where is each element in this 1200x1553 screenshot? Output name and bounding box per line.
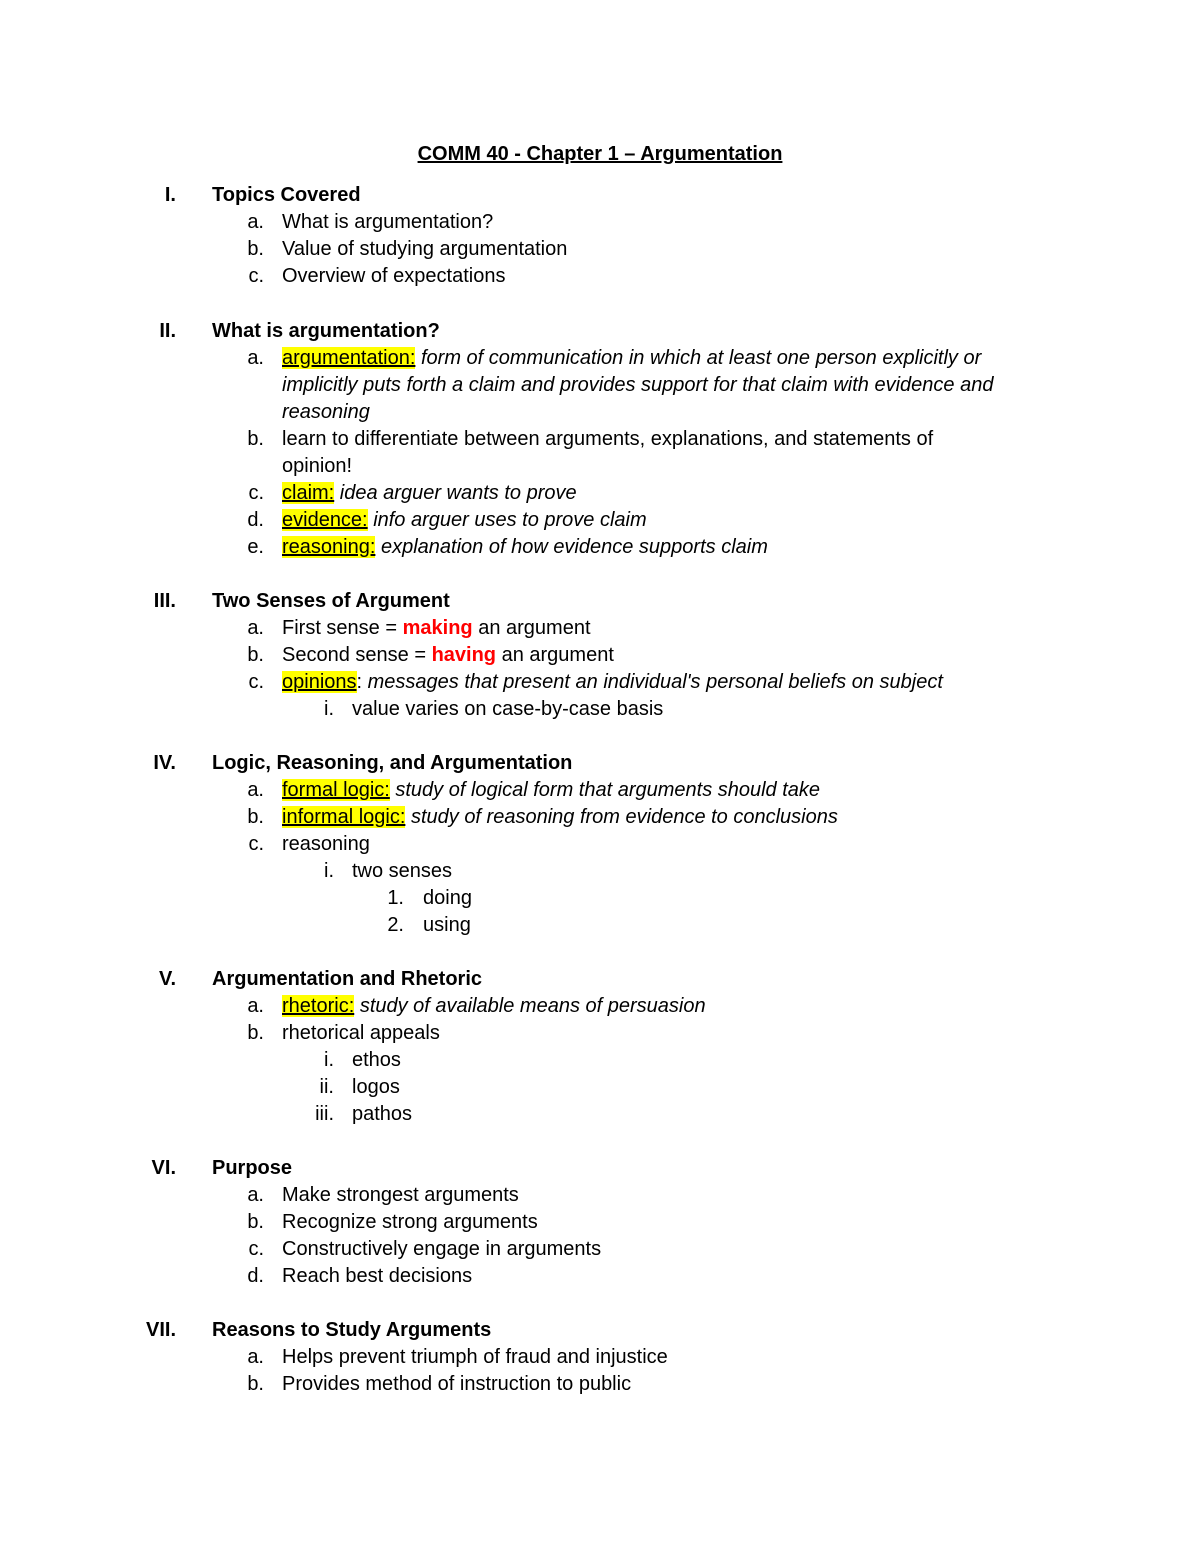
list-item: logos xyxy=(352,1076,400,1098)
highlighted-term: reasoning: xyxy=(282,536,376,558)
list-item xyxy=(282,642,614,669)
document-title: COMM 40 - Chapter 1 – Argumentation xyxy=(417,143,783,165)
item-label: ii. xyxy=(319,1076,334,1098)
section-number: VII. xyxy=(145,1319,176,1341)
list-item: Provides method of instruction to public xyxy=(282,1373,632,1395)
list-item: doing xyxy=(423,887,472,909)
definition: study of logical form that arguments should take xyxy=(395,779,821,801)
item-label: c. xyxy=(248,265,264,287)
item-label: a. xyxy=(247,1184,264,1206)
item-label: i. xyxy=(324,1049,334,1071)
list-item xyxy=(282,480,577,507)
section-heading: Topics Covered xyxy=(212,184,361,206)
item-text: an argument xyxy=(501,644,614,666)
list-item: two senses xyxy=(352,860,453,882)
item-label: i. xyxy=(324,860,334,882)
highlighted-term: formal logic: xyxy=(282,779,390,801)
item-text: Second sense = xyxy=(282,644,426,666)
list-item: value varies on case-by-case basis xyxy=(352,698,664,720)
item-label: b. xyxy=(247,428,264,450)
item-label: 1. xyxy=(387,887,404,909)
item-label: c. xyxy=(248,671,264,693)
item-label: b. xyxy=(247,644,264,666)
item-label: a. xyxy=(247,211,264,233)
item-label: b. xyxy=(247,1373,264,1395)
item-label: e. xyxy=(247,536,264,558)
highlighted-term: opinions xyxy=(282,671,357,693)
definition: info arguer uses to prove claim xyxy=(373,509,647,531)
section-heading: What is argumentation? xyxy=(212,320,440,342)
definition: messages that present an individual's personal beliefs on subject xyxy=(367,671,943,693)
list-item: Value of studying argumentation xyxy=(282,238,568,260)
definition: study of available means of persuasion xyxy=(359,995,706,1017)
highlighted-term: rhetoric: xyxy=(282,995,355,1017)
item-label: d. xyxy=(247,1265,264,1287)
list-item xyxy=(282,669,943,696)
item-label: c. xyxy=(248,482,264,504)
item-label: c. xyxy=(248,1238,264,1260)
section-number: VI. xyxy=(151,1157,176,1179)
list-item: Make strongest arguments xyxy=(282,1184,519,1206)
item-text: an argument xyxy=(478,617,591,639)
list-item xyxy=(282,804,838,831)
definition: idea arguer wants to prove xyxy=(339,482,577,504)
item-label: a. xyxy=(247,617,264,639)
item-label: a. xyxy=(247,1346,264,1368)
item-label: c. xyxy=(248,833,264,855)
item-label: b. xyxy=(247,1211,264,1233)
emphasis-word: having xyxy=(431,644,497,666)
list-item: reasoning xyxy=(282,833,370,855)
list-item: Constructively engage in arguments xyxy=(282,1238,602,1260)
list-item: Helps prevent triumph of fraud and injustice xyxy=(282,1346,668,1368)
highlighted-term: claim: xyxy=(282,482,335,504)
list-item xyxy=(282,993,706,1020)
section-number: V. xyxy=(158,968,176,990)
section-heading: Purpose xyxy=(212,1157,293,1179)
list-item: pathos xyxy=(352,1103,413,1125)
section-number: IV. xyxy=(153,752,176,774)
item-label: a. xyxy=(247,995,264,1017)
definition: form of communication in which at least one person explicitly or xyxy=(420,347,982,369)
list-item: Reach best decisions xyxy=(282,1265,473,1287)
item-label: 2. xyxy=(387,914,404,936)
highlighted-term: argumentation: xyxy=(282,347,416,369)
item-label: d. xyxy=(247,509,264,531)
definition-continued: implicitly puts forth a claim and provides support for that claim with evidence and xyxy=(282,374,994,396)
list-item: ethos xyxy=(352,1049,401,1071)
definition-continued: reasoning xyxy=(282,401,370,423)
item-label: a. xyxy=(247,779,264,801)
definition: study of reasoning from evidence to conclusions xyxy=(410,806,838,828)
list-item xyxy=(282,507,647,534)
highlighted-term: evidence: xyxy=(282,509,368,531)
emphasis-word: making xyxy=(402,617,473,639)
list-item xyxy=(282,534,768,561)
list-item: rhetorical appeals xyxy=(282,1022,440,1044)
section-number: III. xyxy=(153,590,176,612)
definition: explanation of how evidence supports claim xyxy=(380,536,768,558)
list-item-continued: opinion! xyxy=(282,455,353,477)
item-text: First sense = xyxy=(282,617,398,639)
section-heading: Argumentation and Rhetoric xyxy=(212,968,483,990)
list-item: Recognize strong arguments xyxy=(282,1211,538,1233)
list-item xyxy=(282,345,981,372)
section-number: II. xyxy=(159,320,176,342)
list-item xyxy=(282,777,820,804)
section-heading: Reasons to Study Arguments xyxy=(212,1319,492,1341)
highlighted-term: informal logic: xyxy=(282,806,406,828)
list-item: using xyxy=(423,914,471,936)
list-item xyxy=(282,615,591,642)
item-label: b. xyxy=(247,1022,264,1044)
term-colon: : xyxy=(356,671,363,693)
item-label: iii. xyxy=(315,1103,334,1125)
item-label: b. xyxy=(247,238,264,260)
list-item: learn to differentiate between arguments, explanations, and statements of xyxy=(282,428,934,450)
item-label: b. xyxy=(247,806,264,828)
list-item: What is argumentation? xyxy=(282,211,494,233)
item-label: a. xyxy=(247,347,264,369)
item-label: i. xyxy=(324,698,334,720)
list-item: Overview of expectations xyxy=(282,265,506,287)
section-heading: Logic, Reasoning, and Argumentation xyxy=(212,752,573,774)
section-heading: Two Senses of Argument xyxy=(212,590,450,612)
section-number: I. xyxy=(164,184,176,206)
